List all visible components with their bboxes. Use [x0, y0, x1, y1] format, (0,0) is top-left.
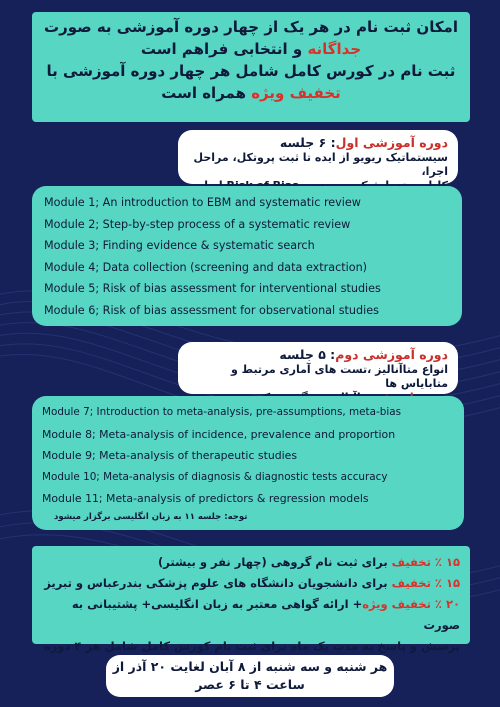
module-item: Module 11; Meta-analysis of predictors & regression models: [42, 492, 369, 505]
module-item: Module 2; Step-by-step process of a systematic review: [44, 217, 351, 231]
course-2-card: [178, 342, 458, 394]
module-item: Module 8; Meta-analysis of incidence, prevalence and proportion: [42, 427, 396, 441]
course-1-title: [188, 134, 448, 151]
schedule-hours: ساعت ۴ تا ۶ عصر: [195, 677, 305, 692]
discount-special: [42, 594, 460, 636]
course-2-modules: [32, 396, 464, 530]
discount-special-value: ۲۰ ٪ تخفیف ویژه: [362, 597, 460, 611]
course-2-desc-1: انواع متاآنالیز ،تست های آماری مرتبط و متابایاس ها: [231, 363, 448, 390]
course-2-title-label: دوره آموزشی دوم: [335, 347, 448, 362]
discount-students: [42, 573, 460, 594]
course-2-session-count: : ۵ جلسه: [279, 347, 336, 362]
course-1-session-count: : ۶ جلسه: [279, 135, 336, 150]
discounts-panel: [32, 546, 470, 653]
module-item: Module 1; An introduction to EBM and systematic review: [44, 196, 361, 209]
header-separate-highlight: جداگانه: [307, 40, 362, 58]
course-2-language-note: توجه: جلسه ۱۱ به زبان انگلیسی برگزار میشود: [54, 512, 248, 522]
module-item: Module 3; Finding evidence & systematic search: [44, 239, 315, 252]
course-1-card: [178, 130, 458, 184]
course-1-desc-1: سیستماتیک ریویو از ایده تا ثبت پروتکل، مراحل اجرا،: [193, 151, 448, 178]
course-1-title-label: دوره آموزشی اول: [335, 135, 448, 150]
discount-students-value: ۱۵ ٪ تخفیف: [391, 576, 460, 590]
schedule-days: هر شنبه و سه شنبه از ۸ آبان لغایت ۲۰ آذر از: [112, 659, 388, 674]
module-item: Module 4; Data collection (screening and data extraction): [44, 260, 368, 274]
registration-info-banner: [32, 12, 470, 122]
discount-students-text: برای دانشجویان دانشگاه های علوم پزشکی بندرعباس و تبریز: [44, 576, 392, 590]
discount-group-value: ۱۵ ٪ تخفیف: [391, 555, 460, 569]
discount-group: [42, 552, 460, 573]
header-line-1: امکان ثبت نام در هر یک از چهار دوره آموزشی به صورت: [44, 18, 458, 36]
discount-group-text: برای ثبت نام گروهی (چهار نفر و بیشتر): [158, 555, 392, 569]
module-item: Module 9; Meta-analysis of therapeutic studies: [42, 449, 298, 462]
header-discount-highlight: تخفیف ویژه: [251, 84, 341, 102]
course-1-modules: [32, 186, 462, 326]
module-item: Module 10; Meta-analysis of diagnosis & diagnostic tests accuracy: [42, 470, 388, 483]
header-line-4-rest: همراه است: [161, 84, 252, 102]
header-line-2: [40, 38, 462, 60]
module-item: Module 6; Risk of bias assessment for observational studies: [44, 303, 379, 317]
schedule-card: [106, 655, 394, 697]
header-line-3: ثبت نام در کورس کامل شامل هر چهار دوره آموزشی با: [46, 62, 456, 80]
header-line-4: [40, 82, 462, 104]
module-item: Module 5; Risk of bias assessment for interventional studies: [44, 282, 381, 295]
discount-support: پرسش و پاسخ به مدت یک ماه برای ثبت نام کورس کامل شامل هر ۴ دوره: [43, 639, 460, 653]
header-line-2-rest: و انتخابی فراهم است: [140, 40, 308, 58]
discount-special-text: + ارائه گواهی معتبر به زبان انگلیسی+ پشتیبانی به صورت: [71, 597, 460, 632]
module-item: Module 7; Introduction to meta-analysis, pre-assumptions, meta-bias: [42, 406, 402, 418]
course-2-title: [188, 346, 448, 363]
